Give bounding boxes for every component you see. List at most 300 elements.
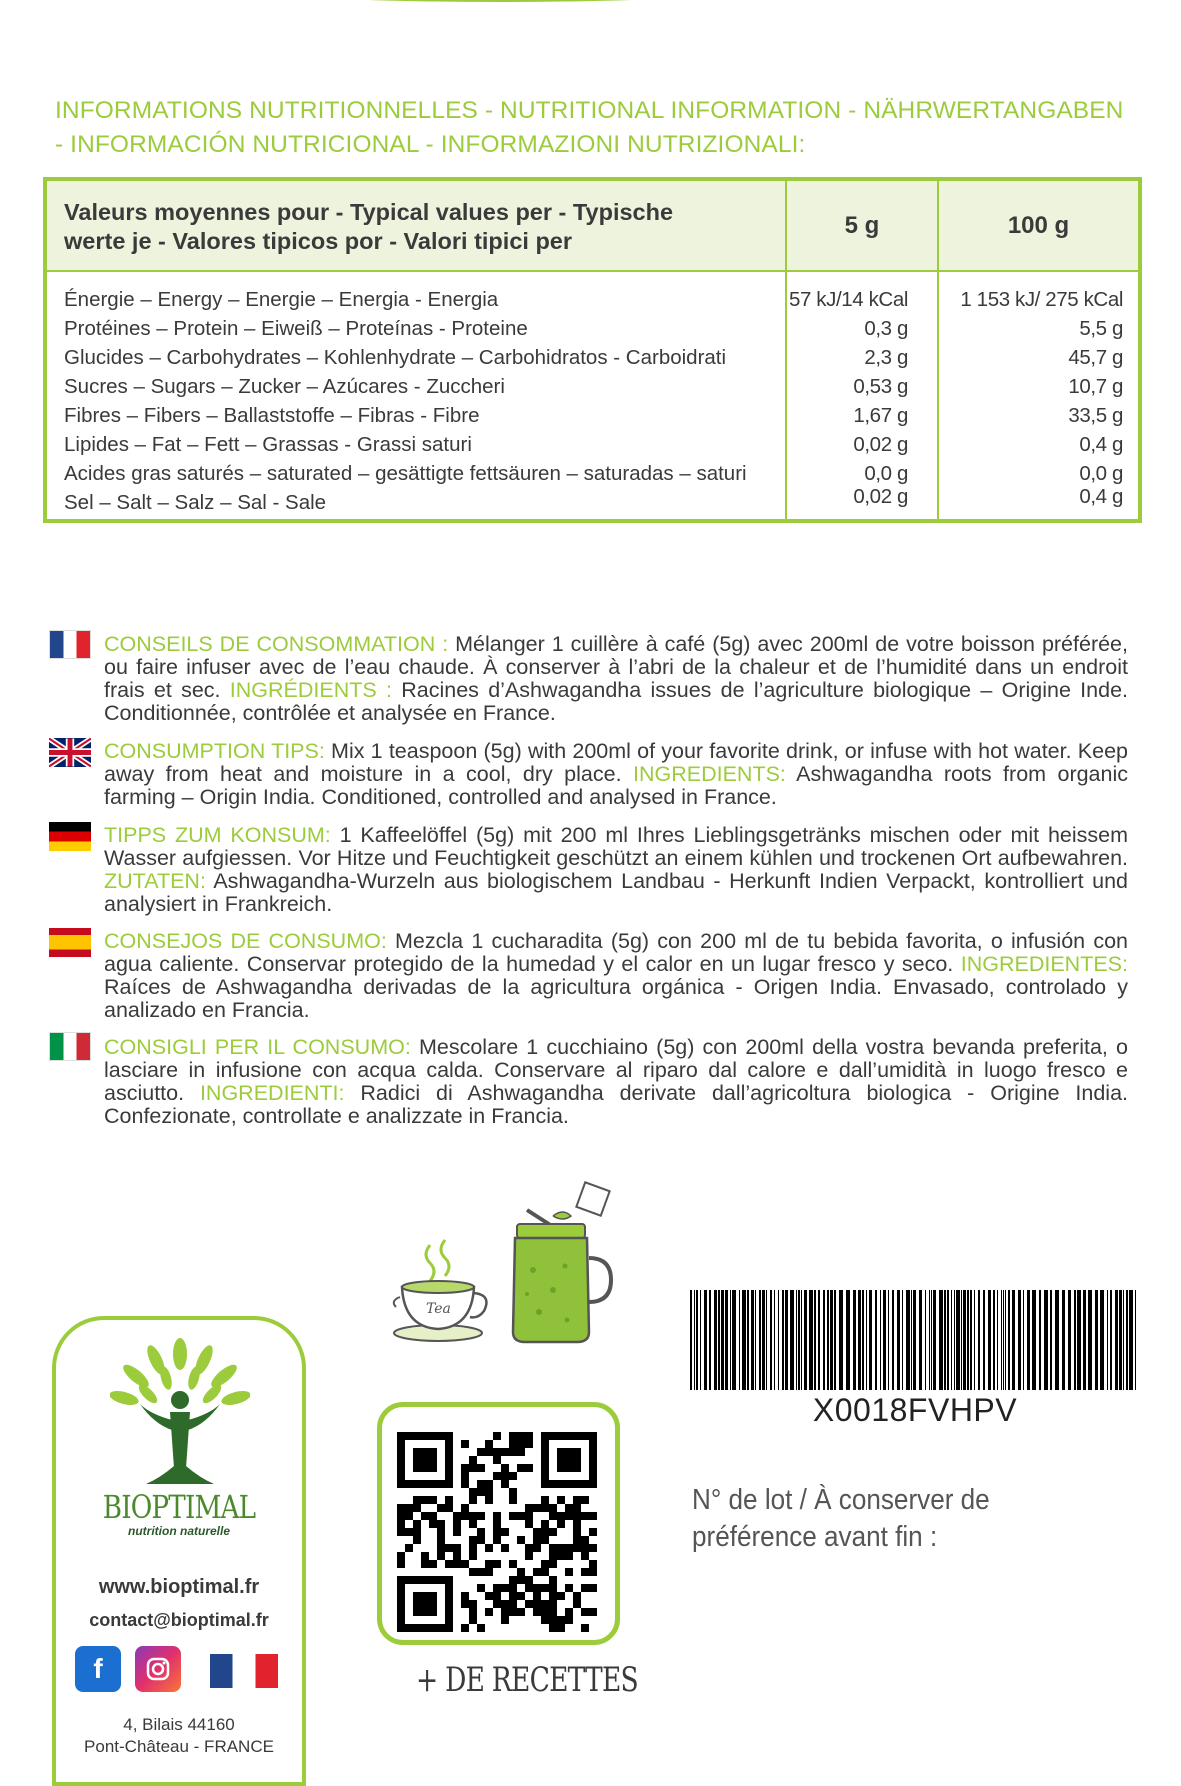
- barcode-bar: [1050, 1290, 1052, 1390]
- qr-module: [581, 1512, 589, 1520]
- qr-module: [485, 1568, 493, 1576]
- ingredients-de-label: ZUTATEN:: [104, 869, 206, 893]
- qr-module: [501, 1608, 509, 1616]
- barcode-bar: [818, 1290, 820, 1390]
- ingredients-en-text: Ashwagandha roots from organic farming – Origin India. Conditioned, controlled and analysed in France.: [104, 762, 1129, 809]
- qr-module: [437, 1552, 445, 1560]
- barcode-bar: [1005, 1290, 1006, 1390]
- qr-module: [549, 1624, 557, 1632]
- table-row: [47, 342, 1138, 371]
- qr-module: [541, 1600, 549, 1608]
- value-5g: 0,53 g: [853, 375, 908, 398]
- qr-module: [525, 1512, 533, 1520]
- barcode-bar: [1003, 1290, 1004, 1390]
- value-5g: 0,0 g: [864, 462, 908, 485]
- qr-module: [485, 1480, 493, 1488]
- qr-finder: [557, 1448, 581, 1472]
- qr-module: [493, 1584, 501, 1592]
- qr-module: [573, 1600, 581, 1608]
- barcode-bar: [1018, 1290, 1021, 1390]
- advice-fr: [104, 633, 1128, 725]
- barcode-bar: [804, 1290, 807, 1390]
- qr-module: [549, 1560, 557, 1568]
- barcode-bar: [853, 1290, 856, 1390]
- qr-module: [589, 1584, 597, 1592]
- qr-module: [533, 1568, 541, 1576]
- qr-module: [517, 1592, 525, 1600]
- table-row: [47, 284, 1138, 313]
- qr-module: [469, 1496, 477, 1504]
- ingredients-de-text: Ashwagandha-Wurzeln aus biologischem Landbau - Herkunft Indien Verpackt, kontrolliert und analysiert in Frankreich.: [104, 869, 1128, 916]
- qr-module: [509, 1592, 517, 1600]
- qr-module: [589, 1568, 597, 1576]
- barcode-bar: [739, 1290, 740, 1390]
- barcode-bar: [1012, 1290, 1015, 1390]
- qr-module: [565, 1544, 573, 1552]
- barcode-bar: [751, 1290, 754, 1390]
- barcode-bar: [814, 1290, 816, 1390]
- barcode-bar: [911, 1290, 912, 1390]
- qr-module: [437, 1536, 445, 1544]
- qr-module: [445, 1504, 453, 1512]
- qr-module: [525, 1520, 533, 1528]
- table-row: [47, 485, 1138, 514]
- column-header-5g: 5 g: [844, 211, 880, 239]
- qr-module: [533, 1544, 541, 1552]
- qr-module: [461, 1464, 469, 1472]
- qr-module: [565, 1584, 573, 1592]
- qr-module: [397, 1512, 405, 1520]
- advice-en-title: CONSUMPTION TIPS:: [104, 739, 325, 763]
- qr-module: [565, 1512, 573, 1520]
- qr-module: [501, 1472, 509, 1480]
- barcode-bar: [997, 1290, 998, 1390]
- qr-module: [469, 1568, 477, 1576]
- qr-module: [397, 1504, 405, 1512]
- ingredients-es-text: Raíces de Ashwagandha derivadas de la agricultura orgánica - Origen India. Envasado, controlado y analizado en Francia.: [104, 975, 1128, 1022]
- qr-module: [469, 1464, 477, 1472]
- barcode-bar: [939, 1290, 943, 1390]
- nutrient-label: Protéines – Protein – Eiweiß – Proteínas - Proteine: [64, 317, 528, 340]
- qr-module: [541, 1504, 549, 1512]
- qr-module: [565, 1616, 573, 1624]
- barcode-bar: [1115, 1290, 1118, 1390]
- barcode: [690, 1290, 1140, 1390]
- table-row: [47, 400, 1138, 429]
- qr-module: [413, 1520, 421, 1528]
- barcode-bar: [839, 1290, 843, 1390]
- qr-module: [557, 1520, 565, 1528]
- qr-module: [557, 1552, 565, 1560]
- qr-module: [517, 1608, 525, 1616]
- barcode-bar: [993, 1290, 995, 1390]
- qr-module: [453, 1560, 461, 1568]
- flag-fr-icon: [49, 630, 91, 659]
- barcode-bar: [759, 1290, 761, 1390]
- qr-module: [557, 1592, 565, 1600]
- ingredients-it-label: INGREDIENTI:: [199, 1081, 345, 1105]
- qr-module: [485, 1440, 493, 1448]
- barcode-bar: [1088, 1290, 1092, 1390]
- qr-module: [525, 1552, 533, 1560]
- qr-module: [397, 1560, 405, 1568]
- qr-module: [437, 1520, 445, 1528]
- advice-de-title: TIPPS ZUM KONSUM:: [104, 823, 331, 847]
- nutrient-label: Acides gras saturés – saturated – gesättigte fettsäuren – saturadas – saturi: [64, 462, 747, 485]
- qr-module: [509, 1576, 517, 1584]
- advice-en: [104, 740, 1128, 809]
- qr-module: [461, 1512, 469, 1520]
- qr-module: [509, 1440, 517, 1448]
- qr-module: [557, 1544, 565, 1552]
- qr-module: [453, 1512, 461, 1520]
- qr-module: [501, 1480, 509, 1488]
- qr-module: [509, 1496, 517, 1504]
- tea-cup-icon: [390, 1235, 500, 1345]
- barcode-bar: [704, 1290, 707, 1390]
- brand-tagline: nutrition naturelle: [128, 1524, 230, 1538]
- barcode-bar: [913, 1290, 916, 1390]
- qr-module: [533, 1528, 541, 1536]
- qr-module: [397, 1520, 405, 1528]
- qr-module: [549, 1584, 557, 1592]
- barcode-bar: [823, 1290, 825, 1390]
- qr-module: [405, 1544, 413, 1552]
- barcode-bar: [875, 1290, 877, 1390]
- qr-module: [525, 1544, 533, 1552]
- qr-module: [501, 1464, 509, 1472]
- value-5g: 1,67 g: [853, 404, 908, 427]
- qr-module: [469, 1552, 477, 1560]
- qr-module: [589, 1544, 597, 1552]
- barcode-bar: [902, 1290, 903, 1390]
- barcode-bar: [721, 1290, 724, 1390]
- qr-module: [525, 1432, 533, 1440]
- qr-module: [429, 1520, 437, 1528]
- qr-module: [397, 1552, 405, 1560]
- advice-en-text: Mix 1 teaspoon (5g) with 200ml of your favorite drink, or infuse with hot water. Keep away from heat and moisture in a cool, dry place.: [104, 739, 1128, 786]
- qr-module: [549, 1608, 557, 1616]
- qr-module: [525, 1464, 533, 1472]
- qr-module: [541, 1568, 549, 1576]
- flag-de-icon: [49, 822, 91, 851]
- qr-module: [541, 1496, 549, 1504]
- qr-module: [525, 1584, 533, 1592]
- flag-fr-icon: [210, 1654, 278, 1688]
- barcode-bar: [725, 1290, 728, 1390]
- qr-module: [437, 1504, 445, 1512]
- barcode-bar: [892, 1290, 894, 1390]
- qr-module: [469, 1600, 477, 1608]
- qr-module: [573, 1496, 581, 1504]
- barcode-bar: [1001, 1290, 1002, 1390]
- qr-module: [589, 1528, 597, 1536]
- table-row: [47, 371, 1138, 400]
- qr-module: [485, 1544, 493, 1552]
- advice-fr-title: CONSEILS DE CONSOMMATION :: [104, 632, 449, 656]
- qr-module: [533, 1584, 541, 1592]
- smoothie-jar-icon: [505, 1180, 625, 1350]
- value-100g: 1 153 kJ/ 275 kCal: [960, 288, 1123, 311]
- ingredients-es-label: INGREDIENTES:: [960, 952, 1128, 976]
- instagram-icon[interactable]: [135, 1646, 181, 1692]
- barcode-bar: [827, 1290, 829, 1390]
- qr-module: [573, 1592, 581, 1600]
- qr-module: [541, 1608, 549, 1616]
- qr-module: [453, 1544, 461, 1552]
- barcode-bar: [694, 1290, 695, 1390]
- barcode-bar: [700, 1290, 701, 1390]
- qr-module: [549, 1552, 557, 1560]
- barcode-bar: [798, 1290, 800, 1390]
- barcode-bar: [954, 1290, 955, 1390]
- qr-module: [517, 1576, 525, 1584]
- advice-es-text: Mezcla 1 cucharadita (5g) con 200 ml de tu bebida favorita, o infusión con agua caliente. Conservar protegido de la humedad y el calor en un lugar fresco y seco.: [104, 929, 1128, 976]
- qr-module: [549, 1512, 557, 1520]
- barcode-bar: [762, 1290, 765, 1390]
- barcode-bar: [961, 1290, 962, 1390]
- qr-module: [453, 1552, 461, 1560]
- barcode-bar: [967, 1290, 969, 1390]
- qr-module: [573, 1536, 581, 1544]
- barcode-bar: [834, 1290, 836, 1390]
- barcode-bar: [929, 1290, 930, 1390]
- table-header-line2: werte je - Valores tipicos por - Valori tipici per: [64, 228, 573, 254]
- qr-module: [541, 1616, 549, 1624]
- barcode-bar: [1123, 1290, 1124, 1390]
- qr-module: [533, 1608, 541, 1616]
- qr-module: [461, 1560, 469, 1568]
- qr-module: [541, 1520, 549, 1528]
- qr-module: [461, 1480, 469, 1488]
- qr-module: [477, 1584, 485, 1592]
- qr-code[interactable]: [397, 1432, 597, 1632]
- advice-fr-text: Mélanger 1 cuillère à café (5g) avec 200ml de votre boisson préférée, ou faire infuser avec de l’eau chaude. À conserver à l’abri de la chaleur et de l’humidité dans un endroit frais et sec.: [104, 632, 1128, 702]
- qr-module: [485, 1488, 493, 1496]
- table-row: [47, 429, 1138, 458]
- barcode-bar: [809, 1290, 813, 1390]
- barcode-bar: [963, 1290, 966, 1390]
- flag-it-icon: [49, 1032, 91, 1061]
- qr-module: [501, 1600, 509, 1608]
- barcode-bar: [830, 1290, 833, 1390]
- barcode-bar: [1083, 1290, 1086, 1390]
- qr-module: [501, 1616, 509, 1624]
- barcode-bar: [696, 1290, 698, 1390]
- qr-module: [589, 1608, 597, 1616]
- barcode-bar: [1068, 1290, 1071, 1390]
- barcode-bar: [778, 1290, 779, 1390]
- qr-module: [517, 1432, 525, 1440]
- tea-cup-text: Tea: [426, 1301, 451, 1317]
- nutrition-table: [43, 177, 1142, 523]
- qr-module: [549, 1528, 557, 1536]
- qr-module: [509, 1512, 517, 1520]
- qr-module: [413, 1496, 421, 1504]
- qr-module: [469, 1616, 477, 1624]
- value-100g: 45,7 g: [1068, 346, 1123, 369]
- qr-module: [517, 1440, 525, 1448]
- table-row: [47, 313, 1138, 342]
- qr-module: [477, 1488, 485, 1496]
- qr-module: [493, 1520, 501, 1528]
- qr-module: [469, 1608, 477, 1616]
- address-line2: Pont-Château - FRANCE: [84, 1737, 274, 1756]
- qr-module: [461, 1472, 469, 1480]
- qr-module: [549, 1504, 557, 1512]
- qr-module: [477, 1624, 485, 1632]
- qr-module: [525, 1440, 533, 1448]
- qr-module: [581, 1568, 589, 1576]
- qr-module: [517, 1464, 525, 1472]
- barcode-bar: [1129, 1290, 1133, 1390]
- barcode-bar: [883, 1290, 886, 1390]
- advice-it-text: Mescolare 1 cucchiaino (5g) con 200ml della vostra bevanda preferita, o lasciare in infusione con acqua calda. Conservare al riparo dal calore e dall’umidità in luogo fresco e asciutto.: [104, 1035, 1128, 1105]
- table-header-line1: Valeurs moyennes pour - Typical values per - Typische: [64, 199, 674, 225]
- barcode-code: X0018FVHPV: [812, 1392, 1018, 1428]
- qr-finder: [413, 1592, 437, 1616]
- qr-module: [533, 1592, 541, 1600]
- barcode-bar: [880, 1290, 881, 1390]
- qr-module: [485, 1496, 493, 1504]
- barcode-bar: [1027, 1290, 1030, 1390]
- qr-module: [421, 1496, 429, 1504]
- qr-module: [421, 1552, 429, 1560]
- barcode-bar: [906, 1290, 910, 1390]
- value-5g: 0,02 g: [853, 433, 908, 456]
- qr-module: [493, 1456, 501, 1464]
- barcode-bar: [862, 1290, 864, 1390]
- barcode-bar: [1074, 1290, 1076, 1390]
- barcode-bar: [796, 1290, 797, 1390]
- nutrient-label: Glucides – Carbohydrates – Kohlenhydrate – Carbohidratos - Carboidrati: [64, 346, 727, 369]
- qr-module: [581, 1624, 589, 1632]
- value-100g: 0,4 g: [1079, 485, 1123, 508]
- value-5g: 0,02 g: [853, 485, 908, 508]
- barcode-bar: [925, 1290, 926, 1390]
- barcode-bar: [1126, 1290, 1128, 1390]
- qr-code-card[interactable]: [377, 1402, 620, 1645]
- qr-module: [493, 1472, 501, 1480]
- advice-de-text: 1 Kaffeelöffel (5g) mit 200 ml Ihres Lieblingsgetränks mischen oder mit heissem Wasser aufgiessen. Vor Hitze und Feuchtigkeit geschützt an einem kühlen und trockenen Ort aufbewahren.: [104, 823, 1129, 870]
- facebook-icon[interactable]: f: [75, 1646, 121, 1692]
- qr-module: [477, 1568, 485, 1576]
- qr-module: [437, 1544, 445, 1552]
- qr-module: [549, 1592, 557, 1600]
- qr-module: [589, 1560, 597, 1568]
- qr-module: [461, 1504, 469, 1512]
- qr-module: [541, 1584, 549, 1592]
- ingredients-it-text: Radici di Ashwagandha derivate dall’agricoltura biologica - Origine India. Confezionate, controllate e analizzate in Francia.: [104, 1081, 1129, 1128]
- email-link[interactable]: contact@bioptimal.fr: [89, 1610, 269, 1630]
- qr-module: [469, 1512, 477, 1520]
- qr-module: [413, 1536, 421, 1544]
- barcode-bar: [951, 1290, 952, 1390]
- barcode-bar: [747, 1290, 749, 1390]
- qr-module: [453, 1520, 461, 1528]
- website-link[interactable]: www.bioptimal.fr: [98, 1576, 260, 1598]
- qr-module: [573, 1520, 581, 1528]
- barcode-bar: [866, 1290, 867, 1390]
- advice-it-title: CONSIGLI PER IL CONSUMO:: [104, 1035, 411, 1059]
- qr-module: [501, 1528, 509, 1536]
- barcode-bar: [846, 1290, 850, 1390]
- table-row: [47, 458, 1138, 485]
- barcode-bar: [1032, 1290, 1036, 1390]
- advice-de: [104, 824, 1128, 916]
- barcode-bar: [931, 1290, 932, 1390]
- qr-module: [501, 1544, 509, 1552]
- qr-module: [509, 1608, 517, 1616]
- barcode-bar: [1100, 1290, 1104, 1390]
- qr-module: [413, 1528, 421, 1536]
- tree-logo-icon: [110, 1338, 250, 1488]
- qr-module: [405, 1512, 413, 1520]
- barcode-bar: [732, 1290, 736, 1390]
- column-header-100g: 100 g: [1007, 211, 1070, 239]
- qr-module: [493, 1512, 501, 1520]
- qr-module: [445, 1560, 453, 1568]
- qr-module: [517, 1512, 525, 1520]
- barcode-bar: [766, 1290, 767, 1390]
- qr-module: [485, 1560, 493, 1568]
- barcode-bar: [801, 1290, 802, 1390]
- qr-module: [429, 1496, 437, 1504]
- flag-uk-icon: [49, 738, 91, 767]
- qr-module: [573, 1544, 581, 1552]
- flag-es-icon: [49, 928, 91, 957]
- qr-module: [509, 1584, 517, 1592]
- recipes-label: + DE RECETTES: [416, 1660, 638, 1700]
- qr-module: [469, 1544, 477, 1552]
- qr-module: [517, 1568, 525, 1576]
- barcode-bar: [1135, 1290, 1136, 1390]
- nutrient-label: Fibres – Fibers – Ballaststoffe – Fibras - Fibre: [64, 404, 480, 427]
- qr-module: [461, 1440, 469, 1448]
- qr-module: [501, 1584, 509, 1592]
- barcode-bar: [858, 1290, 861, 1390]
- qr-module: [509, 1600, 517, 1608]
- barcode-bar: [983, 1290, 985, 1390]
- qr-module: [469, 1536, 477, 1544]
- nutrient-label: Sel – Salt – Salz – Sal - Sale: [64, 491, 327, 514]
- value-100g: 33,5 g: [1068, 404, 1123, 427]
- qr-module: [485, 1448, 493, 1456]
- barcode-bar: [897, 1290, 900, 1390]
- address: [56, 1714, 302, 1758]
- qr-module: [533, 1536, 541, 1544]
- barcode-bar: [714, 1290, 717, 1390]
- value-100g: 5,5 g: [1079, 317, 1123, 340]
- nutrient-label: Énergie – Energy – Energie – Energia - Energia: [64, 288, 499, 311]
- qr-module: [581, 1608, 589, 1616]
- barcode-bar: [782, 1290, 784, 1390]
- value-5g: 57 kJ/14 kCal: [788, 288, 908, 311]
- top-green-band: [0, 0, 1060, 2]
- qr-module: [509, 1472, 517, 1480]
- barcode-bar: [1055, 1290, 1059, 1390]
- qr-module: [413, 1504, 421, 1512]
- qr-module: [469, 1488, 477, 1496]
- qr-module: [477, 1528, 485, 1536]
- nutrition-table-header: [47, 181, 1138, 272]
- qr-module: [445, 1496, 453, 1504]
- barcode-bar: [944, 1290, 946, 1390]
- barcode-bar: [970, 1290, 972, 1390]
- qr-module: [493, 1592, 501, 1600]
- qr-module: [581, 1496, 589, 1504]
- barcode-bar: [790, 1290, 794, 1390]
